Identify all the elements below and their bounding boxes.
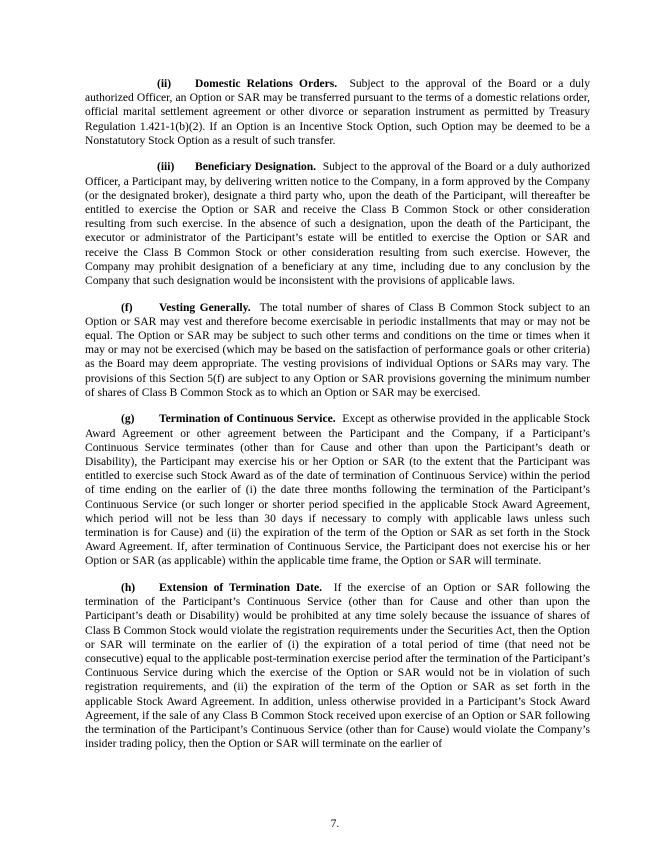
clause-heading: Vesting Generally. [159, 301, 251, 314]
clause-text: Subject to the approval of the Board or a duly authorized Officer, an Option or SAR may be transferred pursuant to the terms of a domestic relations order, official marital settlement agreement or other divorce or separation instrument as permitted by Treasury Regulation 1.421-1(b)(2). If an Option is an Incentive Stock Option, such Option may be deemed to be a Nonstatutory Stock Option as a result of such transfer. [85, 78, 590, 147]
paragraph-extension-of-termination-date [85, 581, 590, 751]
paragraph-beneficiary-designation [85, 160, 590, 288]
paragraph-termination-of-continuous-service [85, 412, 590, 568]
page-number: 7. [330, 818, 340, 830]
clause-heading: Extension of Termination Date. [159, 582, 322, 595]
clause-text: Subject to the approval of the Board or a duly authorized Officer, a Participant may, by delivering written notice to the Company, in a form approved by the Company (or the designated broker), designate a third party who, upon the death of the Participant, will thereafter be entitled to exercise the Option or SAR and receive the Class B Common Stock or other consideration resulting from such exercise. In the absence of such a designation, upon the death of the Participant, the executor or administrator of the Participant’s estate will be entitled to exercise the Option or SAR and receive the Class B Common Stock or other consideration resulting from such exercise. However, the Company may prohibit designation of a beneficiary at any time, including due to any conclusion by the Company that such designation would be inconsistent with the provisions of applicable laws. [85, 161, 590, 288]
clause-label: (g) [121, 413, 135, 426]
clause-label: (h) [121, 582, 136, 595]
clause-text: If the exercise of an Option or SAR following the termination of the Participant’s Continuous Service (other than for Cause and other than upon the Participant’s death or Disability) would be prohibited at any time solely because the issuance of shares of Class B Common Stock would violate the registration requirements under the Securities Act, then the Option or SAR will terminate on the earlier of (i) the expiration of a total period of time (that need not be consecutive) equal to the applicable post-termination exercise period after the termination of the Participant’s Continuous Service during which the exercise of the Option or SAR would not be in violation of such registration requirements, and (ii) the expiration of the term of the Option or SAR as set forth in the applicable Stock Award Agreement. In addition, unless otherwise provided in a Participant’s Stock Award Agreement, if the sale of any Class B Common Stock received upon exercise of an Option or SAR following the termination of the Participant’s Continuous Service (other than for Cause) would violate the Company’s insider trading policy, then the Option or SAR will terminate on the earlier of [85, 582, 591, 751]
paragraph-vesting-generally [85, 301, 590, 400]
clause-text: The total number of shares of Class B Common Stock subject to an Option or SAR may vest and therefore become exercisable in periodic installments that may or may not be equal. The Option or SAR may be subject to such other terms and conditions on the time or times when it may or may not be exercised (which may be based on the satisfaction of performance goals or other criteria) as the Board may deem appropriate. The vesting provisions of individual Options or SARs may vary. The provisions of this Section 5(f) are subject to any Option or SAR provisions governing the minimum number of shares of Class B Common Stock as to which an Option or SAR may be exercised. [85, 301, 591, 399]
document-page [85, 77, 590, 764]
clause-label: (f) [121, 301, 133, 314]
clause-heading: Termination of Continuous Service. [159, 413, 336, 426]
clause-label: (ii) [157, 78, 172, 90]
clause-text: Except as otherwise provided in the applicable Stock Award Agreement or other agreement between the Participant and the Company, if a Participant’s Continuous Service terminates (other than for Cause and other than upon the Participant’s death or Disability), the Participant may exercise his or her Option or SAR (to the extent that the Participant was entitled to exercise such Stock Award as of the date of termination of Continuous Service) within the period of time ending on the earlier of (i) the date three months following the termination of the Participant’s Continuous Service (or such longer or shorter period specified in the applicable Stock Award Agreement, which period will not be less than 30 days if necessary to comply with applicable laws unless such termination is for Cause) and (ii) the expiration of the term of the Option or SAR as set forth in the Stock Award Agreement. If, after termination of Continuous Service, the Participant does not exercise his or her Option or SAR (as applicable) within the applicable time frame, the Option or SAR will terminate. [85, 413, 590, 568]
clause-heading: Beneficiary Designation. [195, 161, 317, 174]
clause-heading: Domestic Relations Orders. [195, 78, 338, 90]
clause-label: (iii) [157, 161, 175, 174]
paragraph-domestic-relations-orders [85, 77, 590, 148]
